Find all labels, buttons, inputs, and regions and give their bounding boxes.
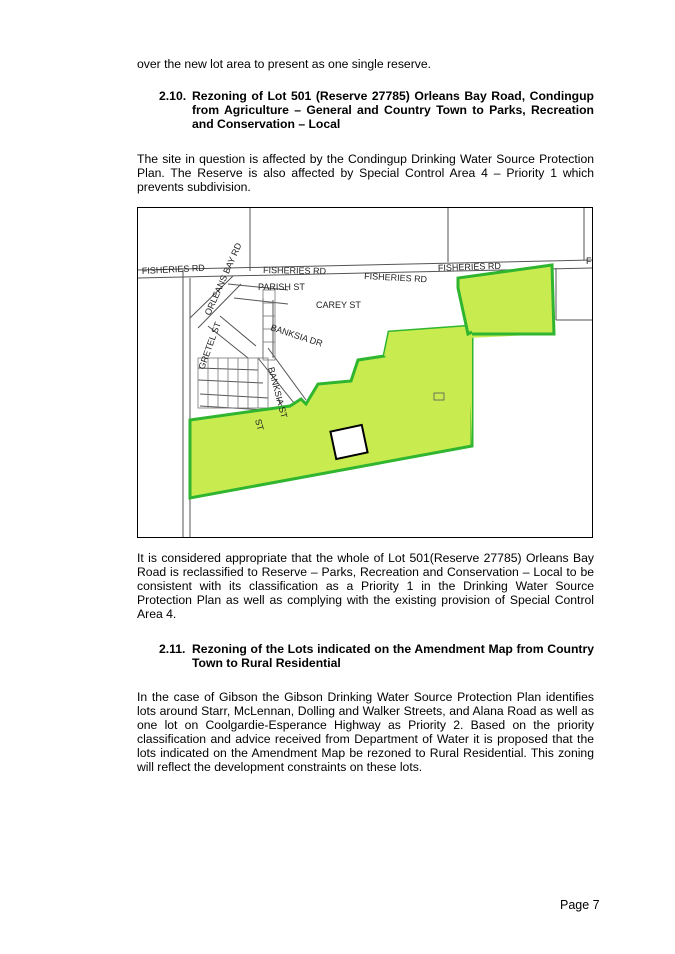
road-label-gretel: GRETEL ST [196, 320, 223, 371]
building-outline [330, 425, 367, 459]
paragraph-reclassification: It is considered appropriate that the whole of Lot 501(Reserve 27785) Orleans Bay Road is reclassified to Reserve – Parks, Recreation and Conservation – Local to be consistent with its classification as a Priority 1 in the Drinking Water Source Protection Plan as well as complying with the existing provision of Special Control Area 4. [137, 551, 594, 621]
road-label-edge-f: F [586, 256, 592, 266]
section-2-11-heading [159, 642, 594, 670]
site-map-drawing [138, 208, 593, 538]
road-label-carey: CAREY ST [316, 300, 361, 310]
road-label-fisheries-1: FISHERIES RD [141, 262, 206, 276]
paragraph-gibson: In the case of Gibson the Gibson Drinking Water Source Protection Plan identifies lots around Starr, McLennan, Dolling and Walker Streets, and Alana Road as well as one lot on Coolgardie-Esperance Highway as Priority 2. Based on the priority classification and advice received from Department of Water it is proposed that the lots indicated on the Amendment Map be rezoned to Rural Residential. This zoning will reflect the development constraints on these lots. [137, 690, 594, 774]
road-label-fisheries-4: FISHERIES RD [437, 260, 502, 273]
site-map [137, 207, 593, 538]
road-label-st: ST [253, 417, 266, 432]
road-label-fisheries-3: FISHERIES RD [363, 271, 428, 285]
section-2-11-number: 2.11. [159, 642, 186, 656]
page-number: Page 7 [560, 898, 600, 912]
road-label-banksia: BANKSIA DR [269, 322, 324, 349]
intro-line: over the new lot area to present as one single reserve. [137, 57, 432, 71]
paragraph-site-affected: The site in question is affected by the Condingup Drinking Water Source Protection Plan. The Reserve is also affected by Special Control Area 4 – Priority 1 which prevents subdivision. [137, 152, 594, 194]
road-label-banksia-st: BANKSIA ST [266, 365, 290, 420]
road-label-parish: PARISH ST [258, 282, 305, 292]
section-2-10-heading [159, 89, 594, 131]
section-2-11-title: Rezoning of the Lots indicated on the Amendment Map from Country Town to Rural Residential [192, 642, 594, 670]
section-2-10-number: 2.10. [159, 89, 187, 103]
road-label-fisheries-2: FISHERIES RD [262, 265, 327, 277]
road-label-orleans-bay: ORLEANS BAY RD [202, 241, 244, 317]
section-2-10-title: Rezoning of Lot 501 (Reserve 27785) Orleans Bay Road, Condingup from Agriculture – General and Country Town to Parks, Recreation and Conservation – Local [192, 89, 594, 131]
reserve-area [190, 326, 472, 498]
